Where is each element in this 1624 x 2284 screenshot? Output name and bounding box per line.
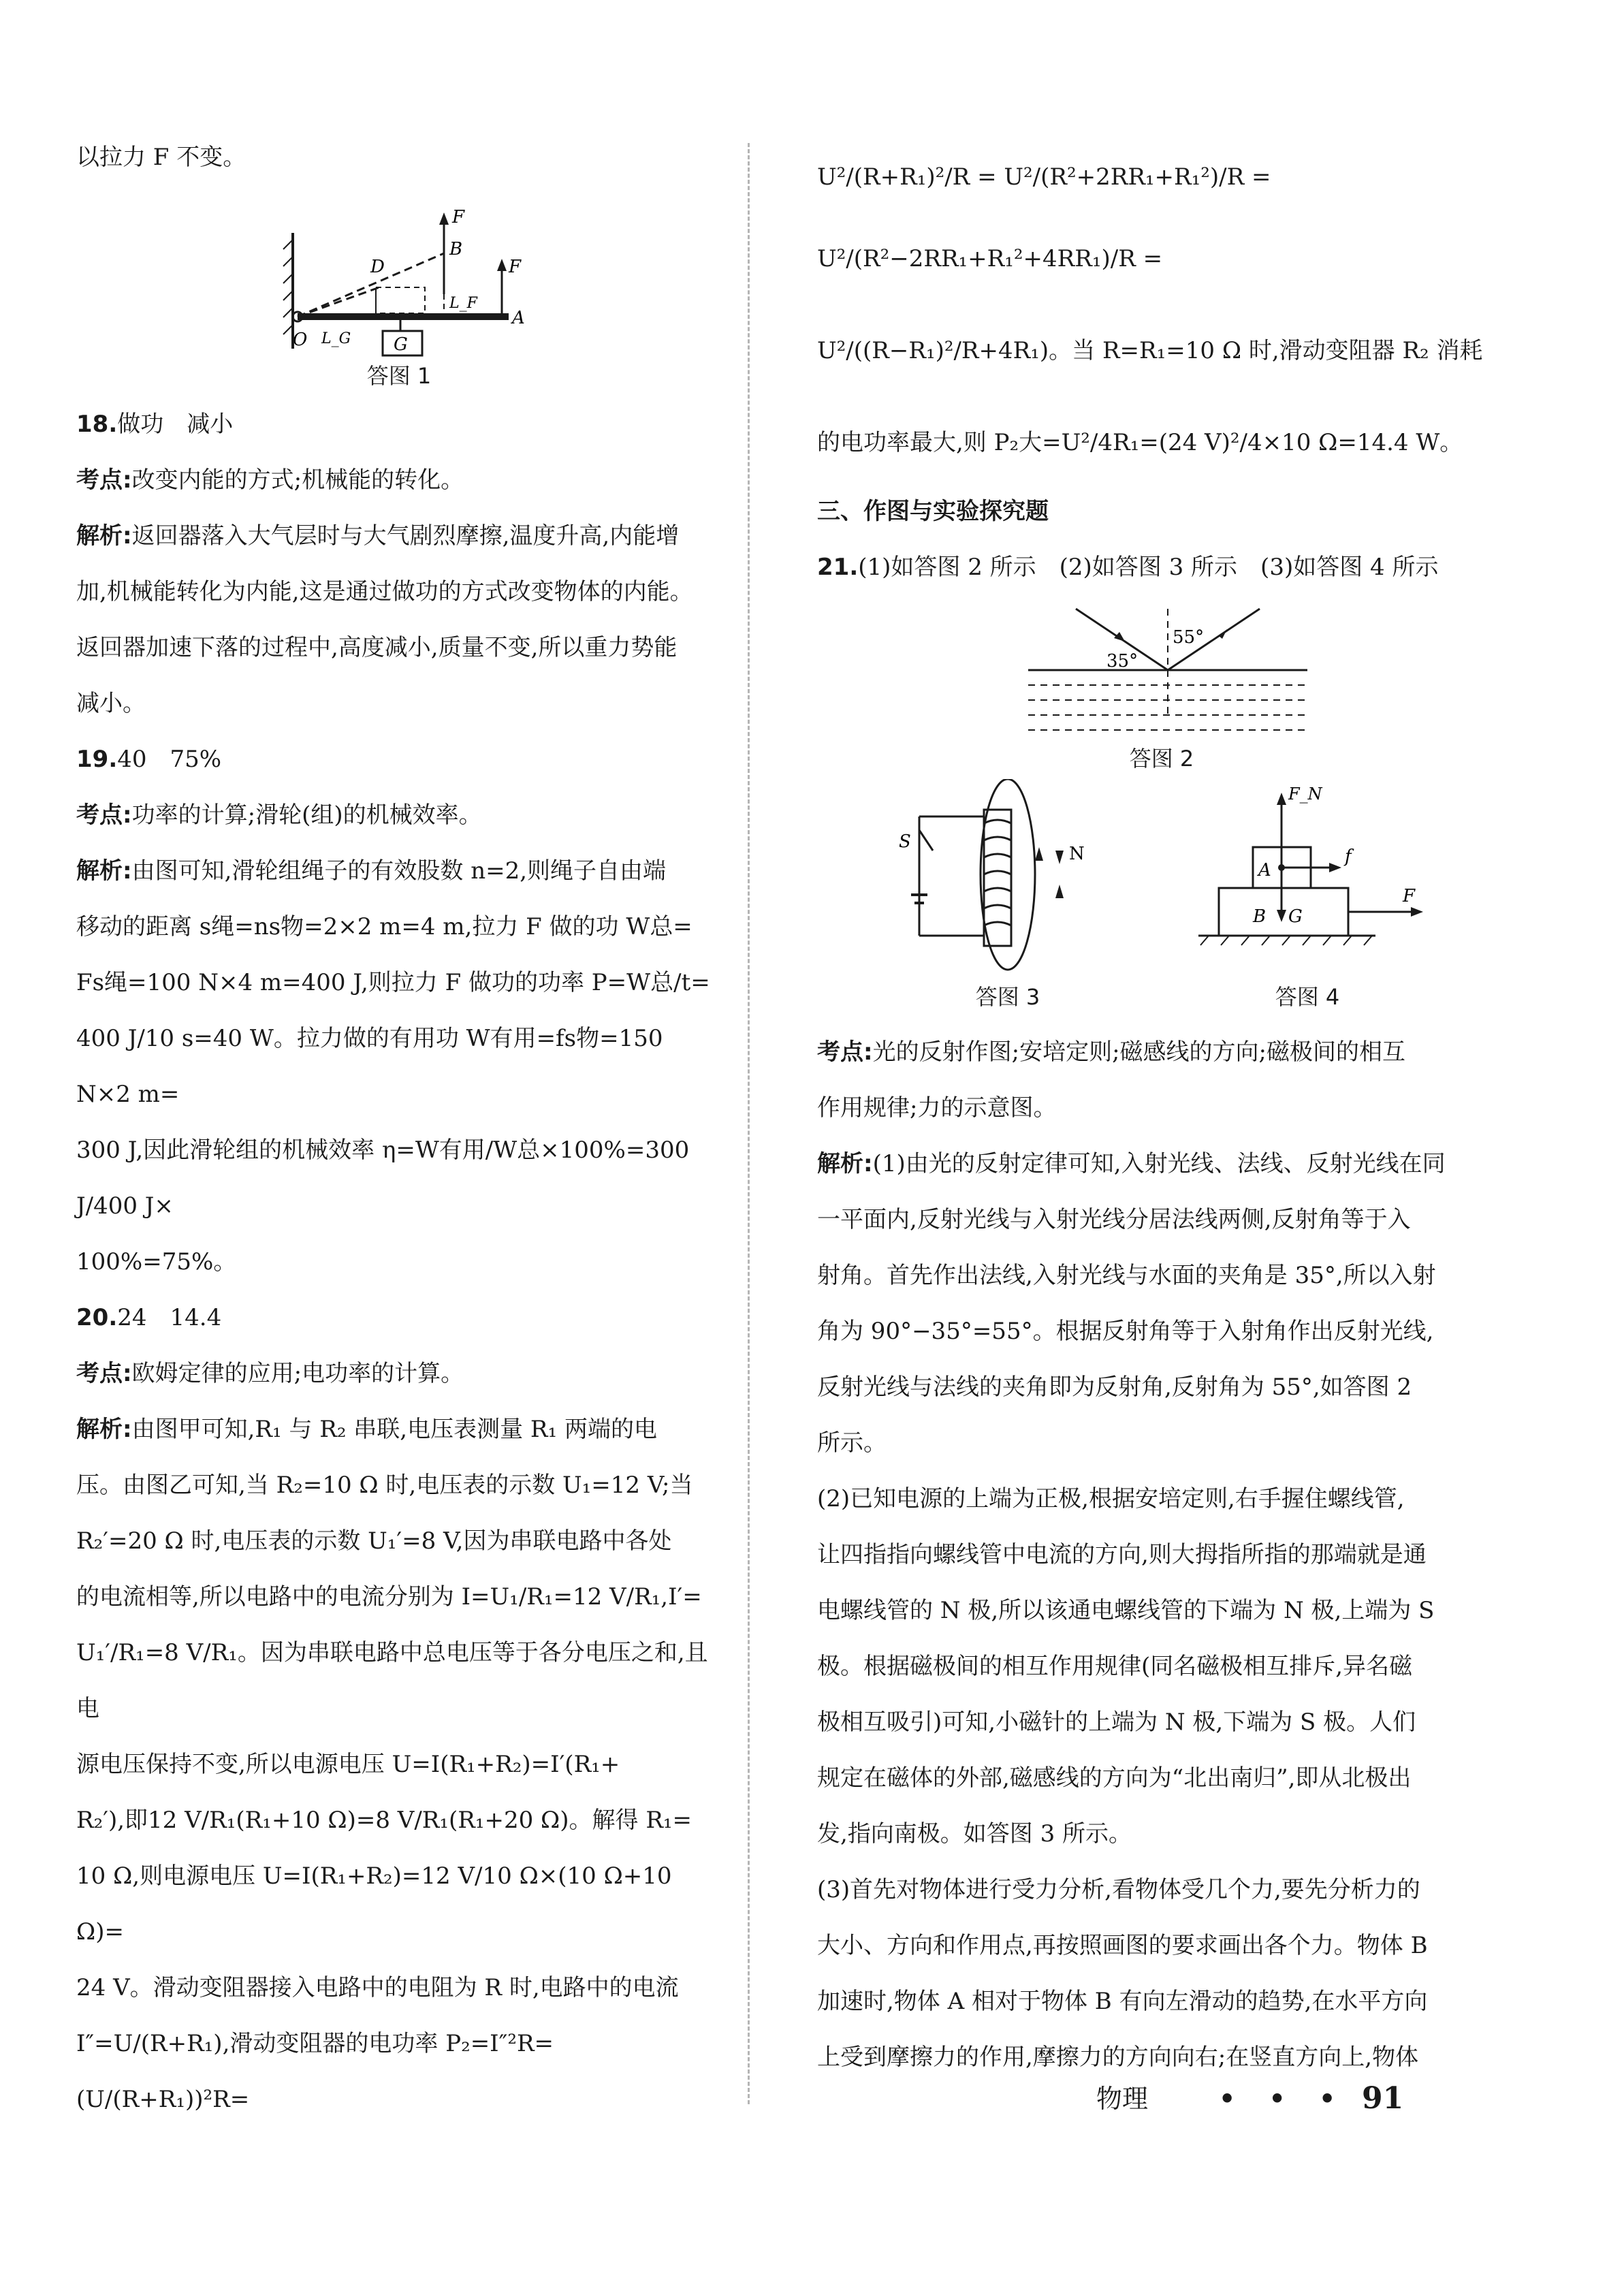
q19-jiexi-2: 移动的距离 s绳=ns物=2×2 m=4 m,拉力 F 做的功 W总=	[76, 913, 692, 940]
fig1-label-A: A	[512, 308, 525, 328]
fig4-label-A: A	[1258, 860, 1271, 881]
q21-jiexi-p2-1: (2)已知电源的上端为正极,根据安培定则,右手握住螺线管,	[817, 1485, 1405, 1512]
q19-jiexi-6: 100%=75%。	[76, 1248, 237, 1275]
q18-jiexi-2: 加,机械能转化为内能,这是通过做功的方式改变物体的内能。	[76, 578, 693, 605]
page-number: 91	[1362, 2081, 1404, 2116]
figure-2	[817, 602, 1506, 772]
q21-jiexi-p3-4: 上受到摩擦力的作用,摩擦力的方向向右;在竖直方向上,物体	[817, 2044, 1419, 2071]
eq-line-3: 的电功率最大,则 P₂大=U²/4R₁=(24 V)²/4×10 Ω=14.4 W。	[817, 429, 1463, 456]
q21-jiexi-p1-2: 一平面内,反射光线与入射光线分居法线两侧,反射角等于入	[817, 1206, 1411, 1233]
q20-answer: 20.24 14.4	[76, 1304, 222, 1331]
fig4-label-f: f	[1345, 846, 1352, 867]
fig1-label-D: D	[370, 257, 385, 277]
q21-kaodian-2: 作用规律;力的示意图。	[817, 1094, 1057, 1122]
q20-jiexi-7: R₂′),即12 V/R₁(R₁+10 Ω)=8 V/R₁(R₁+20 Ω)。解得 R₁=	[76, 1807, 692, 1834]
q20-kaodian: 考点:欧姆定律的应用;电功率的计算。	[76, 1360, 464, 1387]
eq-line-2: U²/((R−R₁)²/R+4R₁)。当 R=R₁=10 Ω 时,滑动变阻器 R₂ 消耗	[817, 337, 1483, 364]
q19-jiexi-5: 300 J,因此滑轮组的机械效率 η=W有用/W总×100%=300 J/400 J×	[76, 1137, 690, 1220]
q19-jiexi-1: 解析:由图可知,滑轮组绳子的有效股数 n=2,则绳子自由端	[76, 857, 667, 885]
fig2-angle-35: 35°	[1106, 651, 1139, 671]
fig1-label-O: O	[293, 330, 308, 350]
q21-jiexi-p2-2: 让四指指向螺线管中电流的方向,则大拇指所指的那端就是通	[817, 1541, 1427, 1568]
solenoid-and-force-diagram	[817, 779, 1506, 977]
q21-jiexi-p2-3: 电螺线管的 N 极,所以该通电螺线管的下端为 N 极,上端为 S	[817, 1597, 1435, 1624]
q20-jiexi-3: R₂′=20 Ω 时,电压表的示数 U₁′=8 V,因为串联电路中各处	[76, 1527, 672, 1555]
q20-jiexi-9: 24 V。滑动变阻器接入电路中的电阻为 R 时,电路中的电流	[76, 1974, 679, 2001]
section-title: 三、作图与实验探究题	[817, 498, 1049, 525]
lever-diagram	[76, 192, 722, 369]
left-column	[76, 129, 722, 2127]
q19-answer: 19.40 75%	[76, 746, 222, 773]
footer-dots: • • •	[1219, 2083, 1348, 2114]
q20-jiexi-4: 的电流相等,所以电路中的电流分别为 I=U₁/R₁=12 V/R₁,I′=	[76, 1583, 702, 1611]
fig1-label-LF: L_F	[449, 295, 477, 312]
fig4-label-G: G	[1288, 906, 1303, 927]
q19-jiexi-4: 400 J/10 s=40 W。拉力做的有用功 W有用=fs物=150 N×2 m=	[76, 1025, 663, 1108]
q21-jiexi-p1-3: 射角。首先作出法线,入射光线与水面的夹角是 35°,所以入射	[817, 1262, 1436, 1289]
fig4-label-B: B	[1253, 906, 1267, 927]
q19-kaodian: 考点:功率的计算;滑轮(组)的机械效率。	[76, 802, 482, 829]
right-column	[817, 136, 1506, 2085]
fig1-label-G: G	[394, 334, 408, 355]
page-footer	[1096, 2078, 1505, 2119]
q21-jiexi-p2-5: 极相互吸引)可知,小磁针的上端为 N 极,下端为 S 极。人们	[817, 1709, 1416, 1736]
q21-jiexi-p3-2: 大小、方向和作用点,再按照画图的要求画出各个力。物体 B	[817, 1932, 1428, 1959]
fig1-label-LG: L_G	[321, 330, 351, 347]
q21-answer: 21.(1)如答图 2 所示 (2)如答图 3 所示 (3)如答图 4 所示	[817, 554, 1439, 581]
q21-jiexi-p2-4: 极。根据磁极间的相互作用规律(同名磁极相互排斥,异名磁	[817, 1653, 1413, 1680]
figures-3-4	[817, 779, 1506, 1024]
q20-jiexi-10: I″=U/(R+R₁),滑动变阻器的电功率 P₂=I″²R=(U/(R+R₁))²R=	[76, 2030, 554, 2113]
reflection-diagram	[817, 602, 1506, 738]
q21-jiexi-p3-3: 加速时,物体 A 相对于物体 B 有向左滑动的趋势,在水平方向	[817, 1988, 1428, 2015]
q21-jiexi-p1-1: 解析:(1)由光的反射定律可知,入射光线、法线、反射光线在同	[817, 1150, 1446, 1177]
footer-subject: 物理	[1096, 2084, 1149, 2114]
q18-jiexi-1: 解析:返回器落入大气层时与大气剧烈摩擦,温度升高,内能增	[76, 522, 680, 550]
q21-jiexi-p3-1: (3)首先对物体进行受力分析,看物体受几个力,要先分析力的	[817, 1876, 1420, 1903]
fig4-label-F: F	[1403, 886, 1416, 906]
q21-jiexi-p2-6: 规定在磁体的外部,磁感线的方向为“北出南归”,即从北极出	[817, 1764, 1412, 1792]
fig4-label-FN: F_N	[1288, 784, 1322, 804]
q20-jiexi-1: 解析:由图甲可知,R₁ 与 R₂ 串联,电压表测量 R₁ 两端的电	[76, 1416, 657, 1443]
figure-4-caption: 答图 4	[1275, 984, 1340, 1010]
figure-3-caption: 答图 3	[975, 984, 1040, 1010]
figure-2-caption: 答图 2	[1129, 746, 1194, 772]
q18-kaodian: 考点:改变内能的方式;机械能的转化。	[76, 466, 464, 494]
column-divider	[748, 143, 750, 2104]
fig3-label-N: N	[1069, 844, 1085, 864]
fig2-angle-55: 55°	[1173, 627, 1205, 648]
q21-jiexi-p1-4: 角为 90°−35°=55°。根据反射角等于入射角作出反射光线,	[817, 1318, 1434, 1345]
eq-line-1: U²/(R+R₁)²/R = U²/(R²+2RR₁+R₁²)/R = U²/(R²−2RR₁+R₁²+4RR₁)/R =	[817, 163, 1271, 272]
q21-jiexi-p2-7: 发,指向南极。如答图 3 所示。	[817, 1820, 1132, 1847]
q18-jiexi-3: 返回器加速下落的过程中,高度减小,质量不变,所以重力势能	[76, 634, 678, 661]
q18-jiexi-4: 减小。	[76, 690, 146, 717]
fig1-label-F1: F	[452, 207, 465, 227]
q19-jiexi-3: Fs绳=100 N×4 m=400 J,则拉力 F 做功的功率 P=W总/t=	[76, 969, 710, 996]
figure-1-caption: 答图 1	[366, 363, 432, 389]
q20-jiexi-8: 10 Ω,则电源电压 U=I(R₁+R₂)=12 V/10 Ω×(10 Ω+10 Ω)=	[76, 1862, 672, 1946]
intro-line: 以拉力 F 不变。	[76, 144, 246, 171]
q21-jiexi-p1-5: 反射光线与法线的夹角即为反射角,反射角为 55°,如答图 2	[817, 1374, 1412, 1401]
q18-answer: 18.做功 减小	[76, 411, 234, 438]
fig1-label-F2: F	[509, 257, 522, 277]
fig1-label-B: B	[449, 239, 463, 259]
q20-jiexi-6: 源电压保持不变,所以电源电压 U=I(R₁+R₂)=I′(R₁+	[76, 1751, 620, 1778]
fig3-label-S: S	[899, 831, 911, 852]
figure-1	[76, 192, 722, 396]
q20-jiexi-5: U₁′/R₁=8 V/R₁。因为串联电路中总电压等于各分电压之和,且电	[76, 1639, 708, 1722]
q20-jiexi-2: 压。由图乙可知,当 R₂=10 Ω 时,电压表的示数 U₁=12 V;当	[76, 1472, 693, 1499]
q21-jiexi-p1-6: 所示。	[817, 1429, 887, 1457]
q21-kaodian-1: 考点:光的反射作图;安培定则;磁感线的方向;磁极间的相互	[817, 1038, 1405, 1066]
